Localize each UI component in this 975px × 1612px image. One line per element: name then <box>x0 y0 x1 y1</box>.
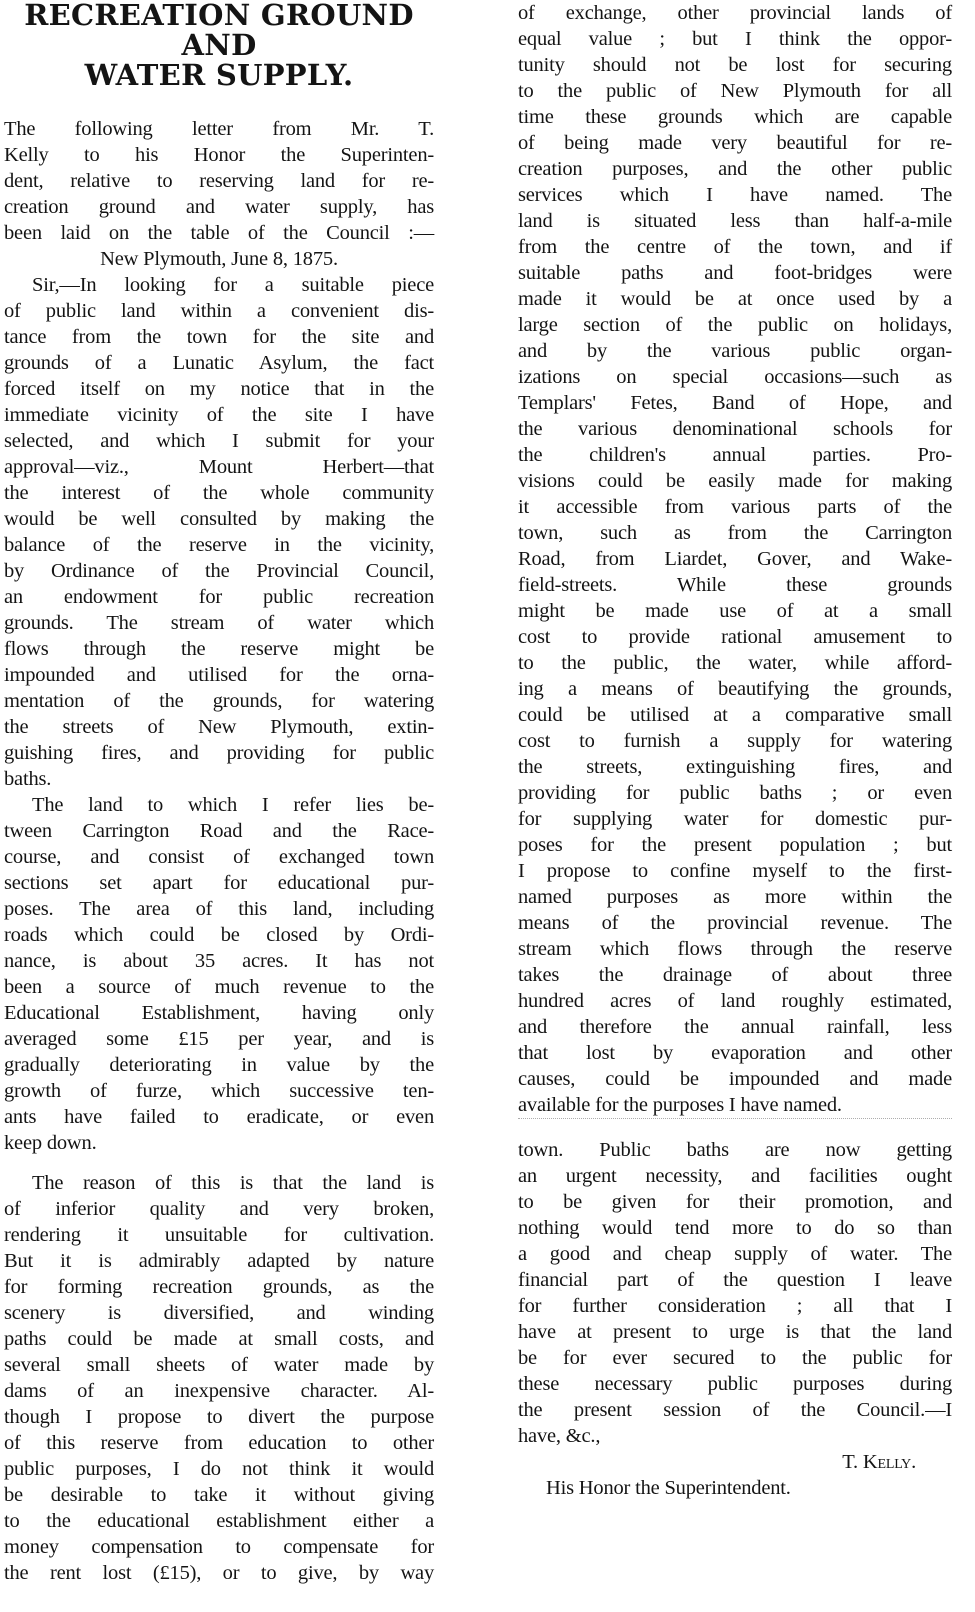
title-line-2: WATER SUPPLY. <box>84 58 354 92</box>
text-line: town, such as from the Carrington <box>518 522 952 544</box>
text-line: baths. <box>4 768 52 790</box>
text-line: dams of an inexpensive character. Al- <box>4 1380 434 1402</box>
text-line: impounded and utilised for the orna- <box>4 664 434 686</box>
left-column <box>4 0 434 1586</box>
text-line: Templars' Fetes, Band of Hope, and <box>518 392 952 414</box>
text-line: the present session of the Council.—I <box>518 1399 952 1421</box>
clipping-break <box>518 1118 952 1133</box>
text-line: means of the provincial revenue. The <box>518 912 952 934</box>
text-line: of this reserve from education to other <box>4 1432 434 1454</box>
text-line: the streets, extinguishing fires, and <box>518 756 952 778</box>
text-line: cost to provide rational amusement to <box>518 626 952 648</box>
text-line: for supplying water for domestic pur- <box>518 808 952 830</box>
text-line: selected, and which I submit for your <box>4 430 434 452</box>
intro-line: The following letter from Mr. T. <box>4 118 434 140</box>
text-line: time these grounds which are capable <box>518 106 952 128</box>
dateline: New Plymouth, June 8, 1875. <box>100 248 338 270</box>
text-line: keep down. <box>4 1132 97 1154</box>
text-line: available for the purposes I have named. <box>518 1094 842 1116</box>
text-line: gradually deteriorating in value by the <box>4 1054 434 1076</box>
intro-line: been laid on the table of the Council :— <box>4 222 434 244</box>
text-line: town. Public baths are now getting <box>518 1139 952 1161</box>
text-line: though I propose to divert the purpose <box>4 1406 434 1428</box>
addressee: His Honor the Superintendent. <box>546 1477 791 1499</box>
text-line: have at present to urge is that the land <box>518 1321 952 1343</box>
text-line: named purposes as more within the <box>518 886 952 908</box>
text-line: to the public, the water, while afford- <box>518 652 952 674</box>
text-line: of being made very beautiful for re- <box>518 132 952 154</box>
text-line: tween Carrington Road and the Race- <box>4 820 434 842</box>
signature: T. Kelly. <box>842 1451 916 1473</box>
text-line: tance from the town for the site and <box>4 326 434 348</box>
text-line: be desirable to take it without giving <box>4 1484 434 1506</box>
text-line: I propose to confine myself to the first- <box>518 860 952 882</box>
text-line: guishing fires, and providing for public <box>4 742 434 764</box>
text-line: a good and cheap supply of water. The <box>518 1243 952 1265</box>
text-line: made it would be at once used by a <box>518 288 952 310</box>
text-line: land is situated less than half-a-mile <box>518 210 952 232</box>
text-line: have, &c., <box>518 1425 601 1447</box>
text-line: it accessible from various parts of the <box>518 496 952 518</box>
text-line: money compensation to compensate for <box>4 1536 434 1558</box>
text-line: for forming recreation grounds, as the <box>4 1276 434 1298</box>
text-line: to be given for their promotion, and <box>518 1191 952 1213</box>
text-line: the streets of New Plymouth, extin- <box>4 716 434 738</box>
text-line: approval—viz., Mount Herbert—that <box>4 456 434 478</box>
text-line: balance of the reserve in the vicinity, <box>4 534 434 556</box>
text-line: growth of furze, which successive ten- <box>4 1080 434 1102</box>
text-line: course, and consist of exchanged town <box>4 846 434 868</box>
text-line: poses. The area of this land, including <box>4 898 434 920</box>
text-line: visions could be easily made for making <box>518 470 952 492</box>
text-line: grounds. The stream of water which <box>4 612 434 634</box>
text-line: forced itself on my notice that in the <box>4 378 434 400</box>
text-line: Educational Establishment, having only <box>4 1002 434 1024</box>
text-line: tunity should not be lost for securing <box>518 54 952 76</box>
intro-line: creation ground and water supply, has <box>4 196 434 218</box>
text-line: causes, could be impounded and made <box>518 1068 952 1090</box>
text-line: would be well consulted by making the <box>4 508 434 530</box>
text-line: that lost by evaporation and other <box>518 1042 952 1064</box>
text-line: immediate vicinity of the site I have <box>4 404 434 426</box>
text-line: field-streets. While these grounds <box>518 574 952 596</box>
text-line: to the educational establishment either a <box>4 1510 434 1532</box>
text-line: an endowment for public recreation <box>4 586 434 608</box>
text-line: The reason of this is that the land is <box>32 1172 434 1194</box>
text-line: been a source of much revenue to the <box>4 976 434 998</box>
intro-paragraph <box>4 116 434 246</box>
text-line: stream which flows through the reserve <box>518 938 952 960</box>
text-line: the rent lost (£15), or to give, by way <box>4 1562 434 1584</box>
text-line: izations on special occasions—such as <box>518 366 952 388</box>
left-body <box>4 272 434 1586</box>
text-line: by Ordinance of the Provincial Council, <box>4 560 434 582</box>
text-line: scenery is diversified, and winding <box>4 1302 434 1324</box>
text-line: of exchange, other provincial lands of <box>518 2 952 24</box>
text-line: sections set apart for educational pur- <box>4 872 434 894</box>
text-line: nance, is about 35 acres. It has not <box>4 950 434 972</box>
article-title <box>4 0 434 90</box>
text-line: several small sheets of water made by <box>4 1354 434 1376</box>
text-line: The land to which I refer lies be- <box>32 794 434 816</box>
text-line: of inferior quality and very broken, <box>4 1198 434 1220</box>
text-line: could be utilised at a comparative small <box>518 704 952 726</box>
text-line: might be made use of at a small <box>518 600 952 622</box>
intro-line: dent, relative to reserving land for re- <box>4 170 434 192</box>
text-line: ants have failed to eradicate, or even <box>4 1106 434 1128</box>
text-line: cost to furnish a supply for watering <box>518 730 952 752</box>
text-line: financial part of the question I leave <box>518 1269 952 1291</box>
text-line: services which I have named. The <box>518 184 952 206</box>
text-line: these necessary public purposes during <box>518 1373 952 1395</box>
text-line: ing a means of beautifying the grounds, <box>518 678 952 700</box>
text-line: an urgent necessity, and facilities ought <box>518 1165 952 1187</box>
text-line: takes the drainage of about three <box>518 964 952 986</box>
text-line: grounds of a Lunatic Asylum, the fact <box>4 352 434 374</box>
text-line: large section of the public on holidays, <box>518 314 952 336</box>
text-line: nothing would tend more to do so than <box>518 1217 952 1239</box>
text-line: But it is admirably adapted by nature <box>4 1250 434 1272</box>
text-line: averaged some £15 per year, and is <box>4 1028 434 1050</box>
right-column <box>518 0 952 1501</box>
intro-line: Kelly to his Honor the Superinten- <box>4 144 434 166</box>
text-line: flows through the reserve might be <box>4 638 434 660</box>
text-line: the various denominational schools for <box>518 418 952 440</box>
text-line: the interest of the whole community <box>4 482 434 504</box>
text-line: creation purposes, and the other public <box>518 158 952 180</box>
text-line: Road, from Liardet, Gover, and Wake- <box>518 548 952 570</box>
text-line: for further consideration ; all that I <box>518 1295 952 1317</box>
text-line: the children's annual parties. Pro- <box>518 444 952 466</box>
text-line: from the centre of the town, and if <box>518 236 952 258</box>
text-line: be for ever secured to the public for <box>518 1347 952 1369</box>
text-line: equal value ; but I think the oppor- <box>518 28 952 50</box>
text-line: hundred acres of land roughly estimated, <box>518 990 952 1012</box>
text-line: and therefore the annual rainfall, less <box>518 1016 952 1038</box>
text-line: poses for the present population ; but <box>518 834 952 856</box>
text-line: rendering it unsuitable for cultivation. <box>4 1224 434 1246</box>
title-line-1: RECREATION GROUND AND <box>24 0 414 62</box>
text-line: providing for public baths ; or even <box>518 782 952 804</box>
text-line: suitable paths and foot-bridges were <box>518 262 952 284</box>
text-line: public purposes, I do not think it would <box>4 1458 434 1480</box>
text-line: paths could be made at small costs, and <box>4 1328 434 1350</box>
text-line: and by the various public organ- <box>518 340 952 362</box>
text-line: Sir,—In looking for a suitable piece <box>32 274 434 296</box>
text-line: to the public of New Plymouth for all <box>518 80 952 102</box>
text-line: roads which could be closed by Ordi- <box>4 924 434 946</box>
right-body <box>518 0 952 1449</box>
text-line: of public land within a convenient dis- <box>4 300 434 322</box>
text-line: mentation of the grounds, for watering <box>4 690 434 712</box>
